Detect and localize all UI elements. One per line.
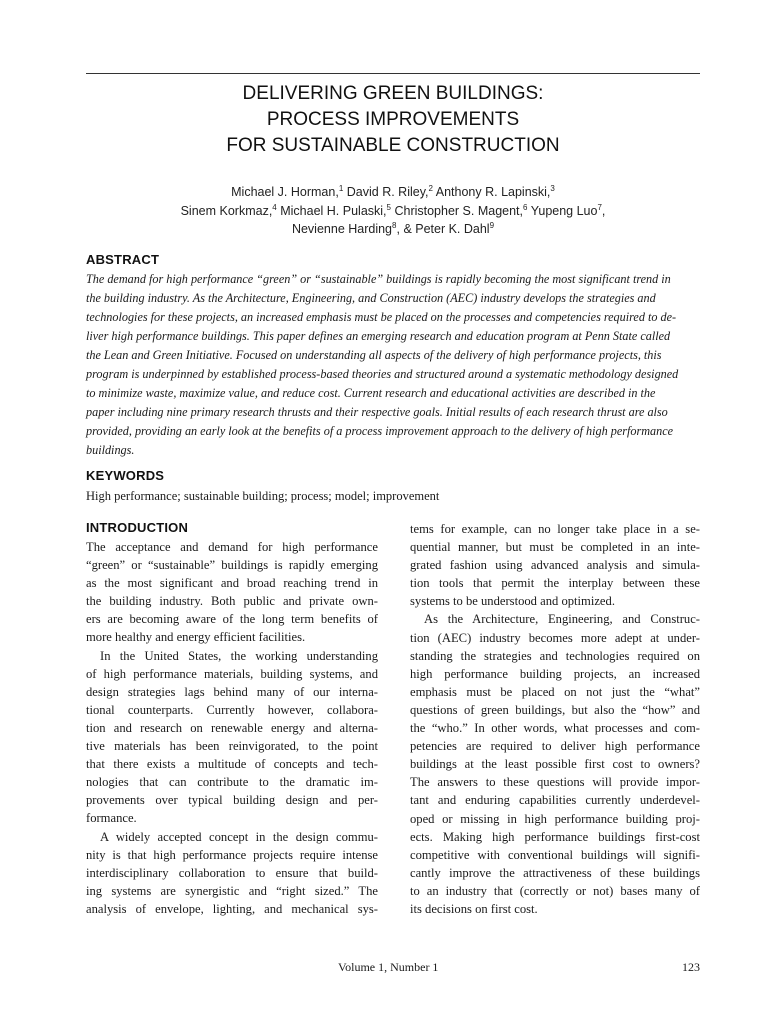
body-line: questions of green buildings, but also the “how” and <box>410 702 700 717</box>
body-line: “green” or “sustainable” buildings is rapidly emerging <box>86 558 378 573</box>
page-number: 123 <box>682 960 700 974</box>
body-line: design strategies lags behind many of our interna- <box>86 684 378 699</box>
body-line: the “who.” In other words, what processes and com- <box>410 721 700 736</box>
body-line: emphasis must be placed on not just the “what” <box>410 684 700 699</box>
body-line: interdisciplinary collaboration to ensure that build- <box>86 865 378 880</box>
body-line: quential manner, but must be completed in an inte- <box>410 540 700 555</box>
abstract-line: to minimize waste, maximize value, and reduce cost. Current research and educational activities are described in the <box>86 386 656 400</box>
keywords-text: High performance; sustainable building; process; model; improvement <box>86 489 440 503</box>
body-line: tems for example, can no longer take place in a se- <box>410 522 700 536</box>
author-affiliation: 3 <box>550 183 555 193</box>
author-affiliation: 8 <box>392 220 397 230</box>
body-line: tion tools that permit the interplay between these <box>410 576 700 591</box>
introduction-heading: INTRODUCTION <box>86 520 189 535</box>
body-line: nity is that high performance projects require intense <box>86 847 378 862</box>
body-line: The acceptance and demand for high performance <box>86 540 378 554</box>
body-line: its decisions on first cost. <box>410 901 538 916</box>
body-line: The answers to these questions will provide impor- <box>410 775 700 790</box>
body-line: In the United States, the working understanding <box>100 648 378 663</box>
abstract-line: buildings. <box>86 443 135 457</box>
author-name: David R. Riley, <box>346 185 429 199</box>
abstract-body <box>86 270 700 460</box>
author-name: & Peter K. Dahl <box>403 222 490 236</box>
abstract-line: the Lean and Green Initiative. Focused on understanding all aspects of the delivery of high performance projects, this <box>86 348 662 362</box>
body-line: A widely accepted concept in the design commu- <box>100 829 378 844</box>
author-affiliation: 6 <box>523 202 528 212</box>
paper-title <box>86 81 700 159</box>
abstract-line: technologies for these projects, an increased emphasis must be placed on the processes and competencies required to de- <box>86 310 677 324</box>
abstract-line: paper including nine primary research thrusts and their respective goals. Initial results of each research thrust are also <box>86 405 668 419</box>
author-affiliation: 4 <box>272 202 277 212</box>
body-line: of high performance materials, building systems, and <box>86 666 378 681</box>
author-name: Nevienne Harding <box>291 222 393 236</box>
body-line: nologies that can contribute to the dramatic im- <box>86 775 378 790</box>
abstract-line: provided, providing an early look at the benefits of a process improvement approach to the delivery of high performance <box>86 424 674 438</box>
author-affiliation: 5 <box>386 202 391 212</box>
body-line: ects. Making high performance buildings first-cost <box>410 829 700 844</box>
author-affiliation: 9 <box>489 220 495 230</box>
body-line: ers are becoming aware of the long term benefits of <box>86 612 378 627</box>
author-list <box>86 183 700 239</box>
body-line: systems to be understood and optimized. <box>410 594 615 609</box>
intro-right-column <box>410 520 700 918</box>
abstract-line: The demand for high performance “green” or “sustainable” buildings is rapidly becoming the most significant trend in <box>86 272 671 286</box>
body-line: tive materials has been reinvigorated, to the point <box>86 739 378 754</box>
body-line: more healthy and energy efficient facilities. <box>86 630 306 645</box>
body-line: tion and research on renewable energy and alterna- <box>86 720 378 735</box>
body-line: buildings at the least possible first cost to owners? <box>410 757 700 772</box>
title-line-1: DELIVERING GREEN BUILDINGS: <box>242 83 544 104</box>
body-line: analysis of envelope, lighting, and mechanical sys- <box>86 901 378 916</box>
author-name: Christopher S. Magent, <box>394 203 524 218</box>
body-line: ing systems are synergistic and “right sized.” The <box>86 883 378 898</box>
title-line-2: PROCESS IMPROVEMENTS <box>266 109 520 130</box>
author-name: Anthony R. Lapinski, <box>435 185 551 199</box>
author-affiliation: 7 <box>597 202 602 212</box>
author-separator: , <box>601 203 606 218</box>
author-affiliation: 1 <box>338 183 344 193</box>
abstract-heading: ABSTRACT <box>86 252 160 267</box>
author-name: Sinem Korkmaz, <box>180 203 273 218</box>
body-line: provements over typical building design and per- <box>86 793 378 808</box>
abstract-line: program is underpinned by established process-based theories and structured around a systematic methodology designed <box>86 367 679 381</box>
author-affiliation: 2 <box>428 183 433 193</box>
abstract-line: liver high performance buildings. This paper defines an emerging research and education program at Penn State called <box>86 329 671 343</box>
body-line: as the most significant and broad reaching trend in <box>86 576 378 591</box>
footer-volume: Volume 1, Number 1 <box>338 960 439 974</box>
author-name: Michael J. Horman, <box>231 185 339 199</box>
body-line: competitive with conventional buildings will signifi- <box>410 847 700 862</box>
body-line: As the Architecture, Engineering, and Construc- <box>424 612 700 627</box>
body-line: oped or missing in high performance building proj- <box>410 811 700 826</box>
body-line: the building industry. Both public and private own- <box>86 594 378 609</box>
author-separator: , <box>396 222 400 236</box>
body-line: to an industry that (correctly or not) bases many of <box>410 883 700 898</box>
body-line: tional counterparts. Currently however, collabora- <box>86 702 378 717</box>
top-rule <box>86 73 700 74</box>
author-line-1 <box>86 183 700 202</box>
author-line-2 <box>86 202 700 221</box>
intro-left-column <box>86 538 378 918</box>
body-line: standing the strategies and technologies required on <box>410 648 700 663</box>
body-line: tant and enduring capabilities currently underdevel- <box>410 793 700 808</box>
author-name: Michael H. Pulaski, <box>280 203 387 218</box>
body-line: that there exists a multitude of concepts and tech- <box>86 757 378 772</box>
body-line: high performance building projects, an increased <box>410 666 700 681</box>
abstract-line: the building industry. As the Architecture, Engineering, and Construction (AEC) industry develops the strategies and <box>86 291 656 305</box>
body-line: grated fashion using advanced analysis and simula- <box>410 558 700 573</box>
keywords-heading: KEYWORDS <box>86 468 165 483</box>
body-line: tion (AEC) industry becomes more adept at under- <box>410 630 700 645</box>
body-line: petencies are required to deliver high performance <box>410 739 700 754</box>
body-line: formance. <box>86 811 137 826</box>
author-name: Yupeng Luo <box>530 203 598 218</box>
author-line-3 <box>86 220 700 239</box>
body-line: cantly improve the attractiveness of these buildings <box>410 865 700 880</box>
title-line-3: FOR SUSTAINABLE CONSTRUCTION <box>226 135 560 156</box>
